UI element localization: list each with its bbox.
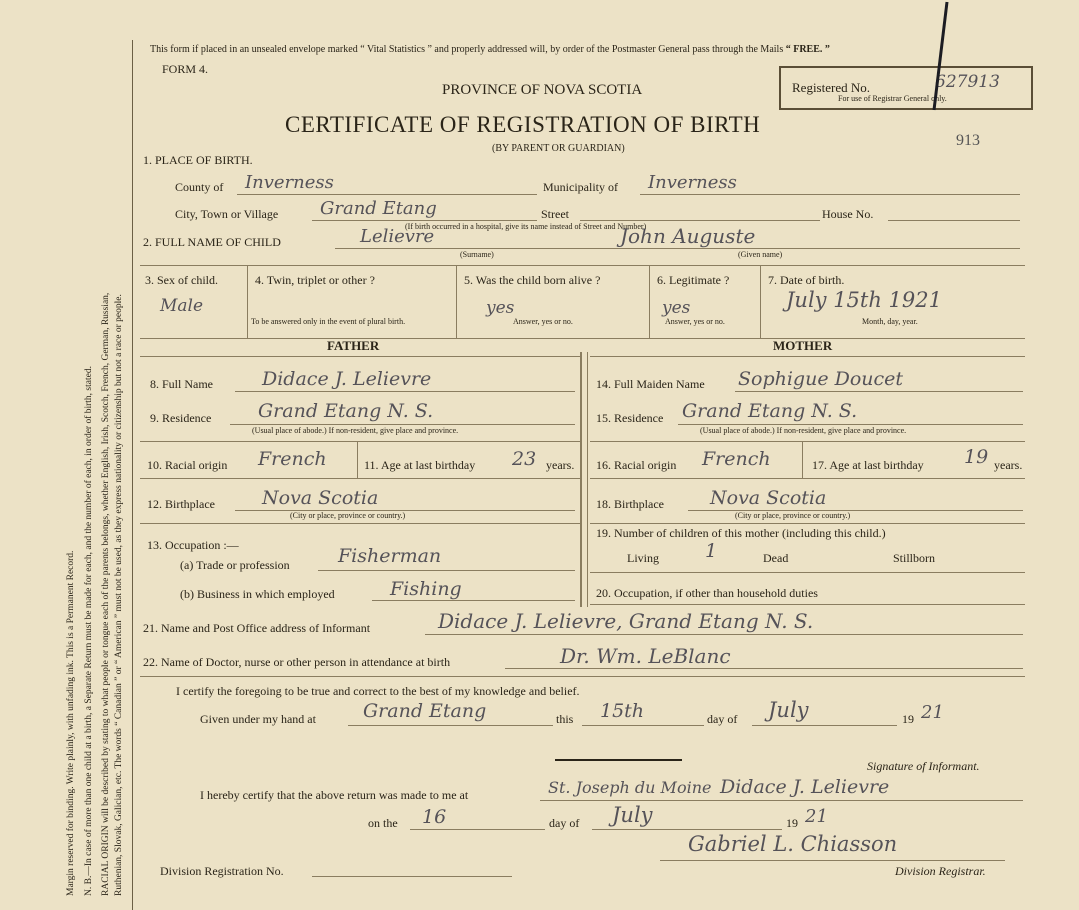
business-label: (b) Business in which employed (180, 587, 335, 601)
registrar-signature: Gabriel L. Chiasson (688, 832, 898, 856)
margin-note-binding: Margin reserved for binding. Write plainly, with unfading ink. This is a Permanent Record. (66, 550, 76, 896)
twin-note: To be answered only in the event of plural birth. (251, 317, 406, 326)
doctor-label: 22. Name of Doctor, nurse or other person in attendance at birth (143, 655, 451, 669)
mother-birthplace-note: (City or place, province or country.) (735, 511, 851, 520)
father-abode-note: (Usual place of abode.) If non-resident, give place and province. (252, 426, 459, 435)
division-registration-label: Division Registration No. (160, 864, 284, 878)
mother-residence: Grand Etang N. S. (682, 400, 858, 422)
father-age-label: 11. Age at last birthday (364, 458, 476, 472)
father-residence-label: 9. Residence (150, 411, 212, 425)
father-residence: Grand Etang N. S. (258, 400, 434, 422)
given-month: July (768, 698, 809, 722)
father-age: 23 (512, 448, 537, 470)
dead-label: Dead (763, 551, 789, 565)
twin-label: 4. Twin, triplet or other ? (255, 273, 375, 287)
doctor-value: Dr. Wm. LeBlanc (560, 644, 731, 668)
registration-year: 21 (805, 806, 828, 827)
mother-birthplace-label: 18. Birthplace (596, 497, 664, 511)
father-racial-label: 10. Racial origin (147, 458, 228, 472)
alive-note: Answer, yes or no. (513, 317, 573, 326)
corner-number: 913 (956, 132, 980, 149)
mother-occupation-label: 20. Occupation, if other than household duties (596, 586, 818, 600)
envelope-notice: This form if placed in an unsealed envelope marked “ Vital Statistics ” and properly addressed will, by order of the Postmaster General pass through the Mails “ FREE. ” (150, 44, 830, 55)
margin-rule (132, 40, 133, 910)
certify-text: I certify the foregoing to be true and correct to the best of my knowledge and belief. (176, 684, 580, 698)
year-prefix: 19 (902, 712, 914, 726)
date-of-birth-value: July 15th 1921 (786, 288, 943, 312)
mother-age: 19 (964, 446, 989, 468)
trade-label: (a) Trade or profession (180, 558, 290, 572)
city-value: Grand Etang (320, 198, 437, 219)
margin-note-racial-2: Ruthenian, Slovak, Galician, etc. The words “ Canadian ” or “ American ” must not be used, as they express nationality or citizenship but not a race or people. (114, 294, 124, 896)
mother-name-label: 14. Full Maiden Name (596, 377, 705, 391)
informant-label: 21. Name and Post Office address of Informant (143, 621, 371, 635)
mother-birthplace: Nova Scotia (710, 487, 827, 509)
pen-mark (925, 0, 955, 115)
mother-racial-label: 16. Racial origin (596, 458, 677, 472)
day-of-label: day of (707, 712, 738, 726)
this-label: this (556, 712, 574, 726)
registration-day: 16 (422, 806, 447, 828)
place-of-birth-label: 1. PLACE OF BIRTH. (143, 153, 253, 167)
child-given-name: John Auguste (620, 224, 756, 248)
surname-caption: (Surname) (460, 250, 494, 259)
mother-heading: MOTHER (773, 338, 833, 353)
sex-value: Male (160, 296, 204, 316)
registration-day-of-label: day of (549, 816, 580, 830)
stillborn-label: Stillborn (893, 551, 936, 565)
living-label: Living (627, 551, 659, 565)
children-count-label: 19. Number of children of this mother (including this child.) (596, 526, 886, 540)
on-the-label: on the (368, 816, 398, 830)
given-caption: (Given name) (738, 250, 783, 259)
father-birthplace-label: 12. Birthplace (147, 497, 215, 511)
informant-value: Didace J. Lelievre, Grand Etang N. S. (438, 609, 814, 633)
legitimate-label: 6. Legitimate ? (657, 273, 730, 287)
father-birthplace-note: (City or place, province or country.) (290, 511, 406, 520)
division-registrar-label: Division Registrar. (895, 864, 986, 878)
father-heading: FATHER (327, 338, 380, 353)
father-birthplace: Nova Scotia (262, 487, 379, 509)
hospital-note: (If birth occurred in a hospital, give its name instead of Street and Number) (405, 222, 647, 231)
date-note: Month, day, year. (862, 317, 918, 326)
registered-number: 627913 (935, 72, 1000, 92)
registration-year-prefix: 19 (786, 816, 798, 830)
father-years: years. (546, 458, 575, 472)
mother-racial: French (702, 448, 771, 470)
margin-note-racial: RACIAL ORIGIN will be described by stating to what people or tongue each of the parents belongs, whether English, Irish, Scotch, French, German, Russian, (101, 292, 111, 896)
house-label: House No. (822, 207, 874, 221)
given-place: Grand Etang (363, 700, 487, 722)
street-label: Street (541, 207, 569, 221)
given-day: 15th (600, 700, 645, 722)
legitimate-note: Answer, yes or no. (665, 317, 725, 326)
mother-name: Sophigue Doucet (738, 368, 904, 390)
father-name-label: 8. Full Name (150, 377, 213, 391)
registrar-certify-text: I hereby certify that the above return was made to me at (200, 788, 469, 802)
sex-label: 3. Sex of child. (145, 273, 218, 287)
father-racial: French (258, 448, 327, 470)
mother-abode-note: (Usual place of abode.) If non-resident, give place and province. (700, 426, 907, 435)
registrar-place: St. Joseph du Moine (548, 778, 712, 797)
mother-years: years. (994, 458, 1023, 472)
alive-value: yes (486, 298, 515, 318)
form-number: FORM 4. (162, 62, 209, 76)
given-under-label: Given under my hand at (200, 712, 316, 726)
legitimate-value: yes (662, 298, 691, 318)
father-name: Didace J. Lelievre (262, 368, 432, 390)
page-title: CERTIFICATE OF REGISTRATION OF BIRTH (285, 112, 761, 137)
municipality-value: Inverness (648, 172, 737, 193)
alive-label: 5. Was the child born alive ? (464, 273, 601, 287)
margin-note-nb: N. B.—In case of more than one child at a birth, a Separate Return must be made for each, and the number of each, in order of birth, stated. (84, 366, 94, 896)
mother-age-label: 17. Age at last birthday (812, 458, 924, 472)
date-of-birth-label: 7. Date of birth. (768, 273, 845, 287)
child-name-label: 2. FULL NAME OF CHILD (143, 235, 281, 249)
father-business: Fishing (390, 578, 462, 600)
given-year: 21 (921, 702, 944, 723)
father-trade: Fisherman (338, 545, 442, 567)
province-heading: PROVINCE OF NOVA SCOTIA (442, 82, 643, 98)
county-value: Inverness (245, 172, 334, 193)
informant-signature-label: Signature of Informant. (867, 759, 980, 773)
living-value: 1 (705, 540, 718, 562)
registration-month: July (612, 803, 653, 827)
child-surname: Lelievre (360, 226, 435, 247)
county-label: County of (175, 180, 224, 194)
registered-label: Registered No. (792, 80, 870, 95)
registrar-informant-signature: Didace J. Lelievre (720, 776, 890, 798)
municipality-label: Municipality of (543, 180, 618, 194)
city-label: City, Town or Village (175, 207, 279, 221)
occupation-label: 13. Occupation :— (147, 538, 239, 552)
registrar-note: For use of Registrar General only. (838, 94, 947, 103)
mother-residence-label: 15. Residence (596, 411, 664, 425)
page-subtitle: (BY PARENT OR GUARDIAN) (492, 143, 625, 154)
